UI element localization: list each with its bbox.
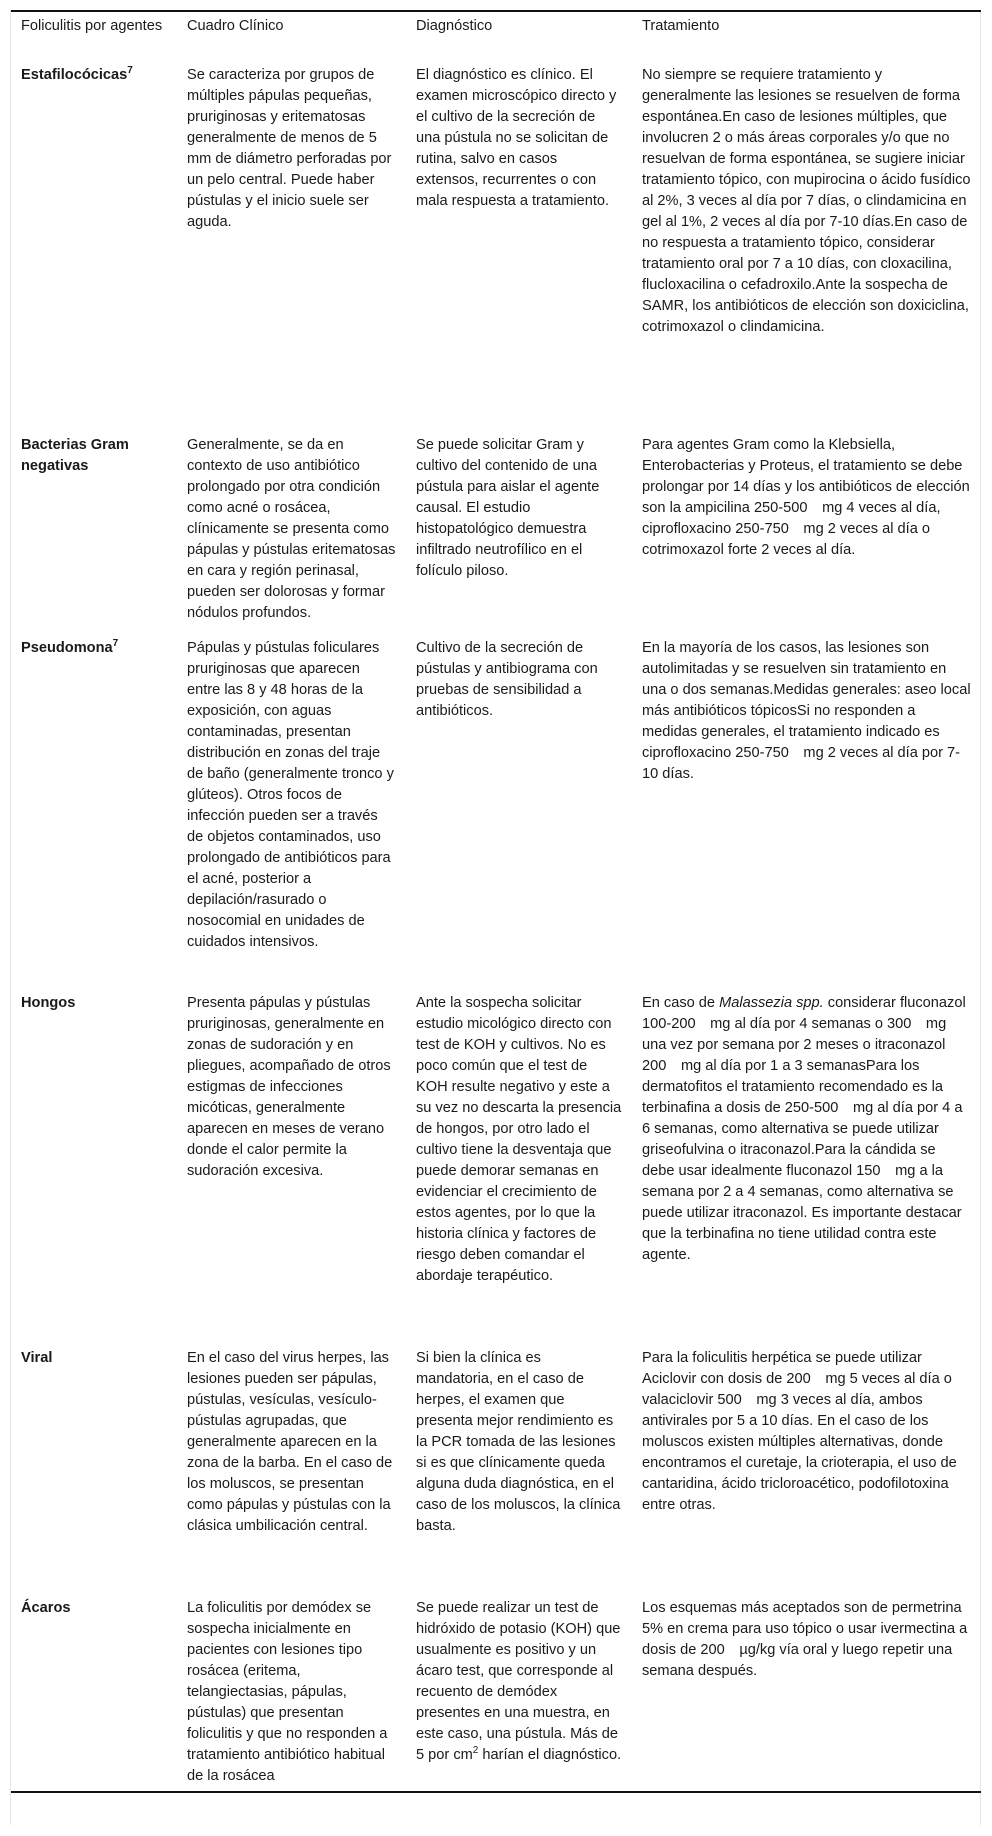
diagnosis-text: harían el diagnóstico.: [478, 1747, 622, 1763]
treatment-cell: Para agentes Gram como la Klebsiella, Enterobacterias y Proteus, el tratamiento se debe prolongar por 14 días y los antibióticos de elección son la ampicilina 250-500 mg 4 veces al día, ciprofloxacino 250-750 mg 2 veces al día o cotrimoxazol forte 2 veces al día.: [642, 437, 970, 558]
clinical-cell: Pápulas y pústulas foliculares pruriginosas que aparecen entre las 8 y 48 horas de la exposición, con aguas contaminadas, presentan distribución en zonas del traje de baño (generalmente tronco y glúteos). Otros focos de infección pueden ser a través de objetos contaminados, uso prolongado de antibióticos para el acné, posterior a depilación/rasurado o nosocomial en unidades de cuidados intensivos.: [187, 640, 394, 950]
clinical-cell: La foliculitis por demódex se sospecha inicialmente en pacientes con lesiones tipo rosácea (eritema, telangiectasias, pápulas, pústulas) que presentan foliculitis y que no responden a tratamiento antibiótico habitual de la rosácea: [187, 1600, 388, 1784]
agent-name: Pseudomona: [21, 640, 113, 656]
agent-name: Ácaros: [21, 1600, 71, 1616]
agent-cell: [11, 1346, 177, 1596]
agent-cell: [11, 991, 177, 1346]
agent-cell: [11, 636, 177, 991]
treatment-text: En caso de: [642, 995, 720, 1011]
agent-name: Estafilocócicas: [21, 67, 128, 83]
diagnosis-cell: Ante la sospecha solicitar estudio micológico directo con test de KOH y cultivos. No es poco común que el test de KOH resulte negativo y este a su vez no descarta la presencia de hongos, por otro lado el cultivo tiene la desventaja que puede demorar semanas en evidenciar el crecimiento de estos agentes, por lo que la historia clínica y factores de riesgo deben comandar el abordaje terapéutico.: [416, 995, 622, 1284]
header-treatment: Tratamiento: [642, 18, 720, 34]
header-diagnosis: Diagnóstico: [416, 18, 493, 34]
header-clinical: Cuadro Clínico: [187, 18, 284, 34]
agent-name: Viral: [21, 1350, 53, 1366]
clinical-cell: En el caso del virus herpes, las lesiones pueden ser pápulas, pústulas, vesículas, vesículo-pústulas agrupadas, que generalmente aparecen en la zona de la barba. En el caso de los moluscos, se presentan como pápulas y pústulas con la clásica umbilicación central.: [187, 1350, 393, 1534]
diagnosis-cell: [406, 1596, 632, 1792]
agent-cell: [11, 433, 177, 636]
species-name: Malassezia spp.: [719, 995, 824, 1011]
diagnosis-cell: El diagnóstico es clínico. El examen microscópico directo y el cultivo de la secreción de una pústula no se solicitan de rutina, salvo en casos extensos, recurrentes o con mala respuesta a tratamiento.: [416, 67, 617, 209]
table-row: [11, 433, 981, 636]
agent-name: Hongos: [21, 995, 76, 1011]
table-row: [11, 1346, 981, 1596]
table-row: [11, 636, 981, 991]
treatment-cell: [632, 991, 981, 1346]
table-body: [11, 63, 981, 1792]
table-row: [11, 63, 981, 433]
treatment-cell: Para la foliculitis herpética se puede utilizar Aciclovir con dosis de 200 mg 5 veces al día o valaciclovir 500 mg 3 veces al día, ambos antivirales por 5 a 10 días. En el caso de los moluscos existen múltiples alternativas, donde encontramos el curetaje, la crioterapia, el uso de cantaridina, ácido tricloroacético, podofilotoxina entre otras.: [642, 1350, 957, 1513]
header-agent: Foliculitis por agentes: [21, 18, 163, 34]
diagnosis-cell: Se puede solicitar Gram y cultivo del contenido de una pústula para aislar el agente causal. El estudio histopatológico demuestra infiltrado neutrofílico en el folículo piloso.: [416, 437, 600, 579]
diagnosis-cell: Cultivo de la secreción de pústulas y antibiograma con pruebas de sensibilidad a antibióticos.: [416, 640, 598, 719]
reference-superscript: 7: [127, 65, 133, 76]
agent-name: Bacterias Gram negativas: [21, 437, 129, 474]
clinical-cell: Presenta pápulas y pústulas pruriginosas, generalmente en zonas de sudoración y en pliegues, acompañado de otros estigmas de infecciones micóticas, generalmente aparecen en meses de verano donde el calor permite la sudoración excesiva.: [187, 995, 391, 1179]
diagnosis-cell: Si bien la clínica es mandatoria, en el caso de herpes, el examen que presenta mejor rendimiento es la PCR tomada de las lesiones si es que clínicamente queda alguna duda diagnóstica, en el caso de los moluscos, la clínica basta.: [416, 1350, 621, 1534]
agent-cell: [11, 63, 177, 433]
reference-superscript: 7: [112, 638, 119, 649]
unit-superscript: 2: [472, 1745, 479, 1756]
treatment-cell: Los esquemas más aceptados son de permetrina 5% en crema para uso tópico o usar ivermectina a dosis de 200 µg/kg vía oral y luego repetir una semana después.: [642, 1600, 968, 1679]
treatment-cell: En la mayoría de los casos, las lesiones son autolimitadas y se resuelven sin tratamiento en una o dos semanas.Medidas generales: aseo local más antibióticos tópicosSi no responden a medidas generales, el tratamiento indicado es ciprofloxacino 250-750 mg 2 veces al día por 7-10 días.: [642, 640, 971, 782]
table-row: [11, 1596, 981, 1792]
clinical-cell: Se caracteriza por grupos de múltiples pápulas pequeñas, pruriginosas y eritematosas generalmente de menos de 5 mm de diámetro perforadas por un pelo central. Puede haber pústulas y el inicio suele ser aguda.: [187, 67, 392, 230]
treatment-text: considerar fluconazol 100-200 mg al día por 4 semanas o 300 mg una vez por semana por 2 meses o itraconazol 200 mg al día por 1 a 3 semanasPara los dermatofitos el tratamiento recomendado es la terbinafina a dosis de 250-500 mg al día por 4 a 6 semanas, como alternativa se puede utilizar griseofulvina o itraconazol.Para la cándida se debe usar idealmente fluconazol 150 mg a la semana por 2 a 4 semanas, como alternativa se puede utilizar itraconazol. Es importante destacar que la terbinafina no tiene utilidad contra este agente.: [642, 995, 966, 1263]
clinical-cell: Generalmente, se da en contexto de uso antibiótico prolongado por otra condición como acné o rosácea, clínicamente se presenta como pápulas y pústulas eritematosas en cara y región perinasal, pueden ser dolorosas y formar nódulos profundos.: [187, 437, 396, 621]
diagnosis-text: Se puede realizar un test de hidróxido de potasio (KOH) que usualmente es positivo y un ácaro test, que corresponde al recuento de demódex presentes en una muestra, en este caso, una pústula. Más de 5 por cm: [416, 1600, 621, 1763]
treatment-cell: No siempre se requiere tratamiento y generalmente las lesiones se resuelven de forma espontánea.En caso de lesiones múltiples, que involucren 2 o más áreas corporales y/o que no resuelvan de forma espontánea, se sugiere iniciar tratamiento tópico, con mupirocina o ácido fusídico al 2%, 3 veces al día por 7 días, o clindamicina en gel al 1%, 2 veces al día por 7-10 días.En caso de no respuesta a tratamiento tópico, considerar tratamiento oral por 7 a 10 días, con cloxacilina, flucloxacilina o cefadroxilo.Ante la sospecha de SAMR, los antibióticos de elección son doxiciclina, cotrimoxazol o clindamicina.: [642, 67, 971, 335]
folliculitis-table: [11, 10, 981, 1793]
agent-cell: [11, 1596, 177, 1792]
table-header: [11, 11, 981, 63]
table-row: [11, 991, 981, 1346]
header-row: [11, 11, 981, 63]
